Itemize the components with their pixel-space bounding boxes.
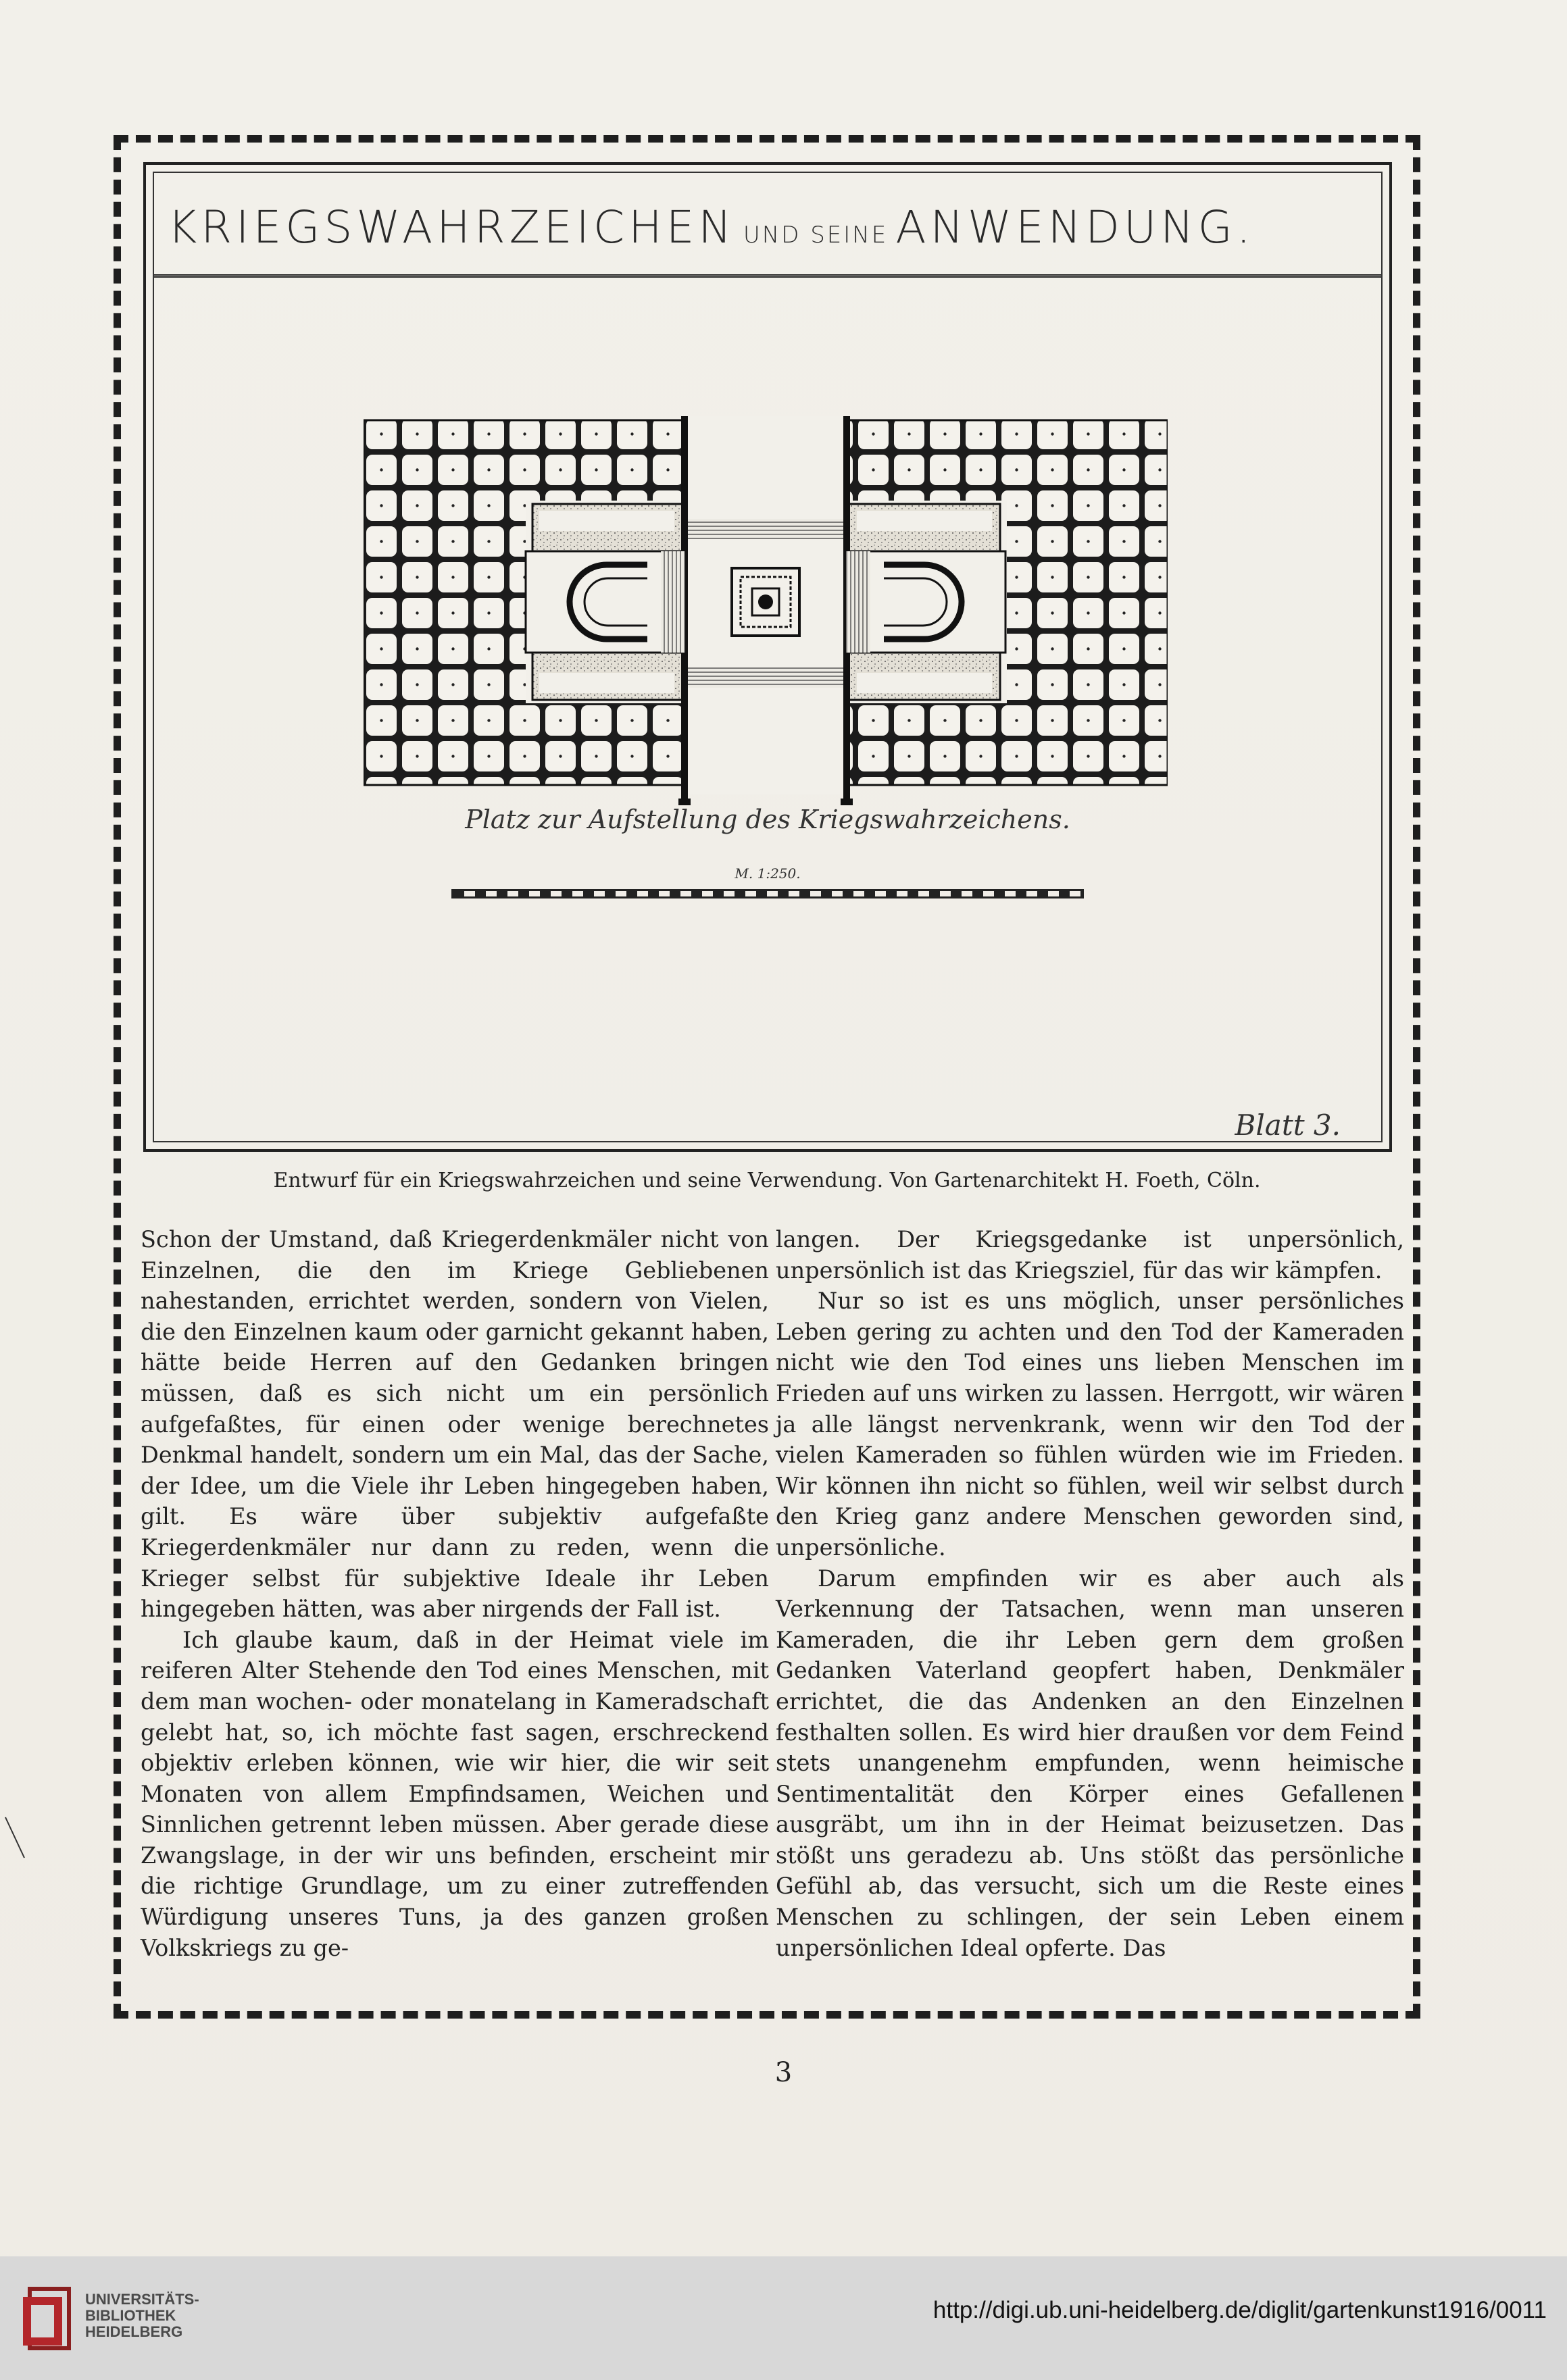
- library-name-line1: UNIVERSITÄTS-: [85, 2291, 199, 2308]
- university-library-logo-icon: [20, 2285, 76, 2352]
- library-name-line2: BIBLIOTHEK: [85, 2307, 176, 2324]
- garden-plan-drawing: [364, 416, 1168, 808]
- plate-title-row: [154, 173, 1381, 278]
- plate-title-part2: UND SEINE: [743, 222, 889, 249]
- library-name-line3: HEIDELBERG: [85, 2323, 183, 2340]
- plate-title: [168, 201, 1255, 253]
- sheet-label: Blatt 3.: [1235, 1109, 1341, 1142]
- scale-label: M. 1:250.: [735, 865, 801, 882]
- paragraph: Darum empfinden wir es aber auch als Verkennung der Tatsachen, wenn man unseren Kameraden, die ihr Leben gern dem großen Gedanken Vaterland geopfert haben, Denkmäler errichtet, die das Andenken an den Einzelnen festhalten sollen. Es wird hier draußen vor dem Feind stets unangenehm empfunden, wenn heimische Sentimentalität den Körper eines Gefallenen ausgräbt, um ihn in der Heimat beizusetzen. Das stößt uns geradezu ab. Uns stößt das persönliche Gefühl ab, das versucht, sich um die Reste eines Menschen zu schlingen, der sein Leben einem unpersönlichen Ideal opferte. Das: [776, 1565, 1404, 1961]
- margin-scratch-mark: [0, 1811, 41, 1865]
- page-number: 3: [774, 2057, 793, 2088]
- plan-caption: Platz zur Aufstellung des Kriegswahrzeichens.: [465, 805, 1070, 834]
- figure-caption: Entwurf für ein Kriegswahrzeichen und seine Verwendung. Von Gartenarchitekt H. Foeth, Cöln.: [273, 1169, 1261, 1192]
- scale-bar: [451, 889, 1084, 898]
- source-url-link[interactable]: http://digi.ub.uni-heidelberg.de/diglit/gartenkunst1916/0011: [932, 2297, 1547, 2323]
- plate-inner-border: [153, 172, 1383, 1142]
- paragraph: langen. Der Kriegsgedanke ist unpersönlich, unpersönlich ist das Kriegsziel, für das wir kämpfen.: [776, 1226, 1404, 1284]
- paragraph: Ich glaube kaum, daß in der Heimat viele im reiferen Alter Stehende den Tod eines Menschen, mit dem man wochen- oder monatelang in Kameradschaft gelebt hat, so, ich möchte fast sagen, erschreckend objektiv erleben können, wie wir hier, die wir seit Monaten von allem Empfindsamen, Weichen und Sinnlichen getrennt leben müssen. Aber gerade diese Zwangslage, in der wir uns befinden, erscheint mir die richtige Grundlage, um zu einer zutreffenden Würdigung unseres Tuns, ja des ganzen großen Volkskriegs zu ge-: [141, 1626, 769, 1961]
- library-footer: [0, 2256, 1567, 2380]
- text-column-right: [776, 1224, 1404, 1963]
- text-column-left: [141, 1224, 769, 1963]
- plate-illustration: [143, 162, 1392, 1152]
- paragraph: Nur so ist es uns möglich, unser persönliches Leben gering zu achten und den Tod der Kameraden nicht wie den Tod eines uns lieben Menschen im Frieden auf uns wirken zu lassen. Herrgott, wir wären ja alle längst nervenkrank, wenn wir den Tod der vielen Kameraden so fühlen würden wie im Frieden. Wir können ihn nicht so fühlen, weil wir selbst durch den Krieg ganz andere Menschen geworden sind, unpersönliche.: [776, 1288, 1404, 1561]
- library-name: [85, 2292, 199, 2340]
- plate-title-part1: KRIEGSWAHRZEICHEN: [168, 201, 736, 253]
- plate-title-part3: ANWENDUNG.: [895, 201, 1255, 253]
- paragraph: Schon der Umstand, daß Kriegerdenkmäler nicht von Einzelnen, die den im Kriege Gebliebenen nahestanden, errichtet werden, sondern von Vielen, die den Einzelnen kaum oder garnicht gekannt haben, hätte beide Herren auf den Gedanken bringen müssen, daß es sich nicht um ein persönlich aufgefaßtes, für einen oder wenige berechnetes Denkmal handelt, sondern um ein Mal, das der Sache, der Idee, um die Viele ihr Leben hingegeben haben, gilt. Es wäre über subjektiv aufgefaßte Kriegerdenkmäler nur dann zu reden, wenn die Krieger selbst für subjektive Ideale ihr Leben hingegeben hätten, was aber nirgends der Fall ist.: [141, 1226, 769, 1623]
